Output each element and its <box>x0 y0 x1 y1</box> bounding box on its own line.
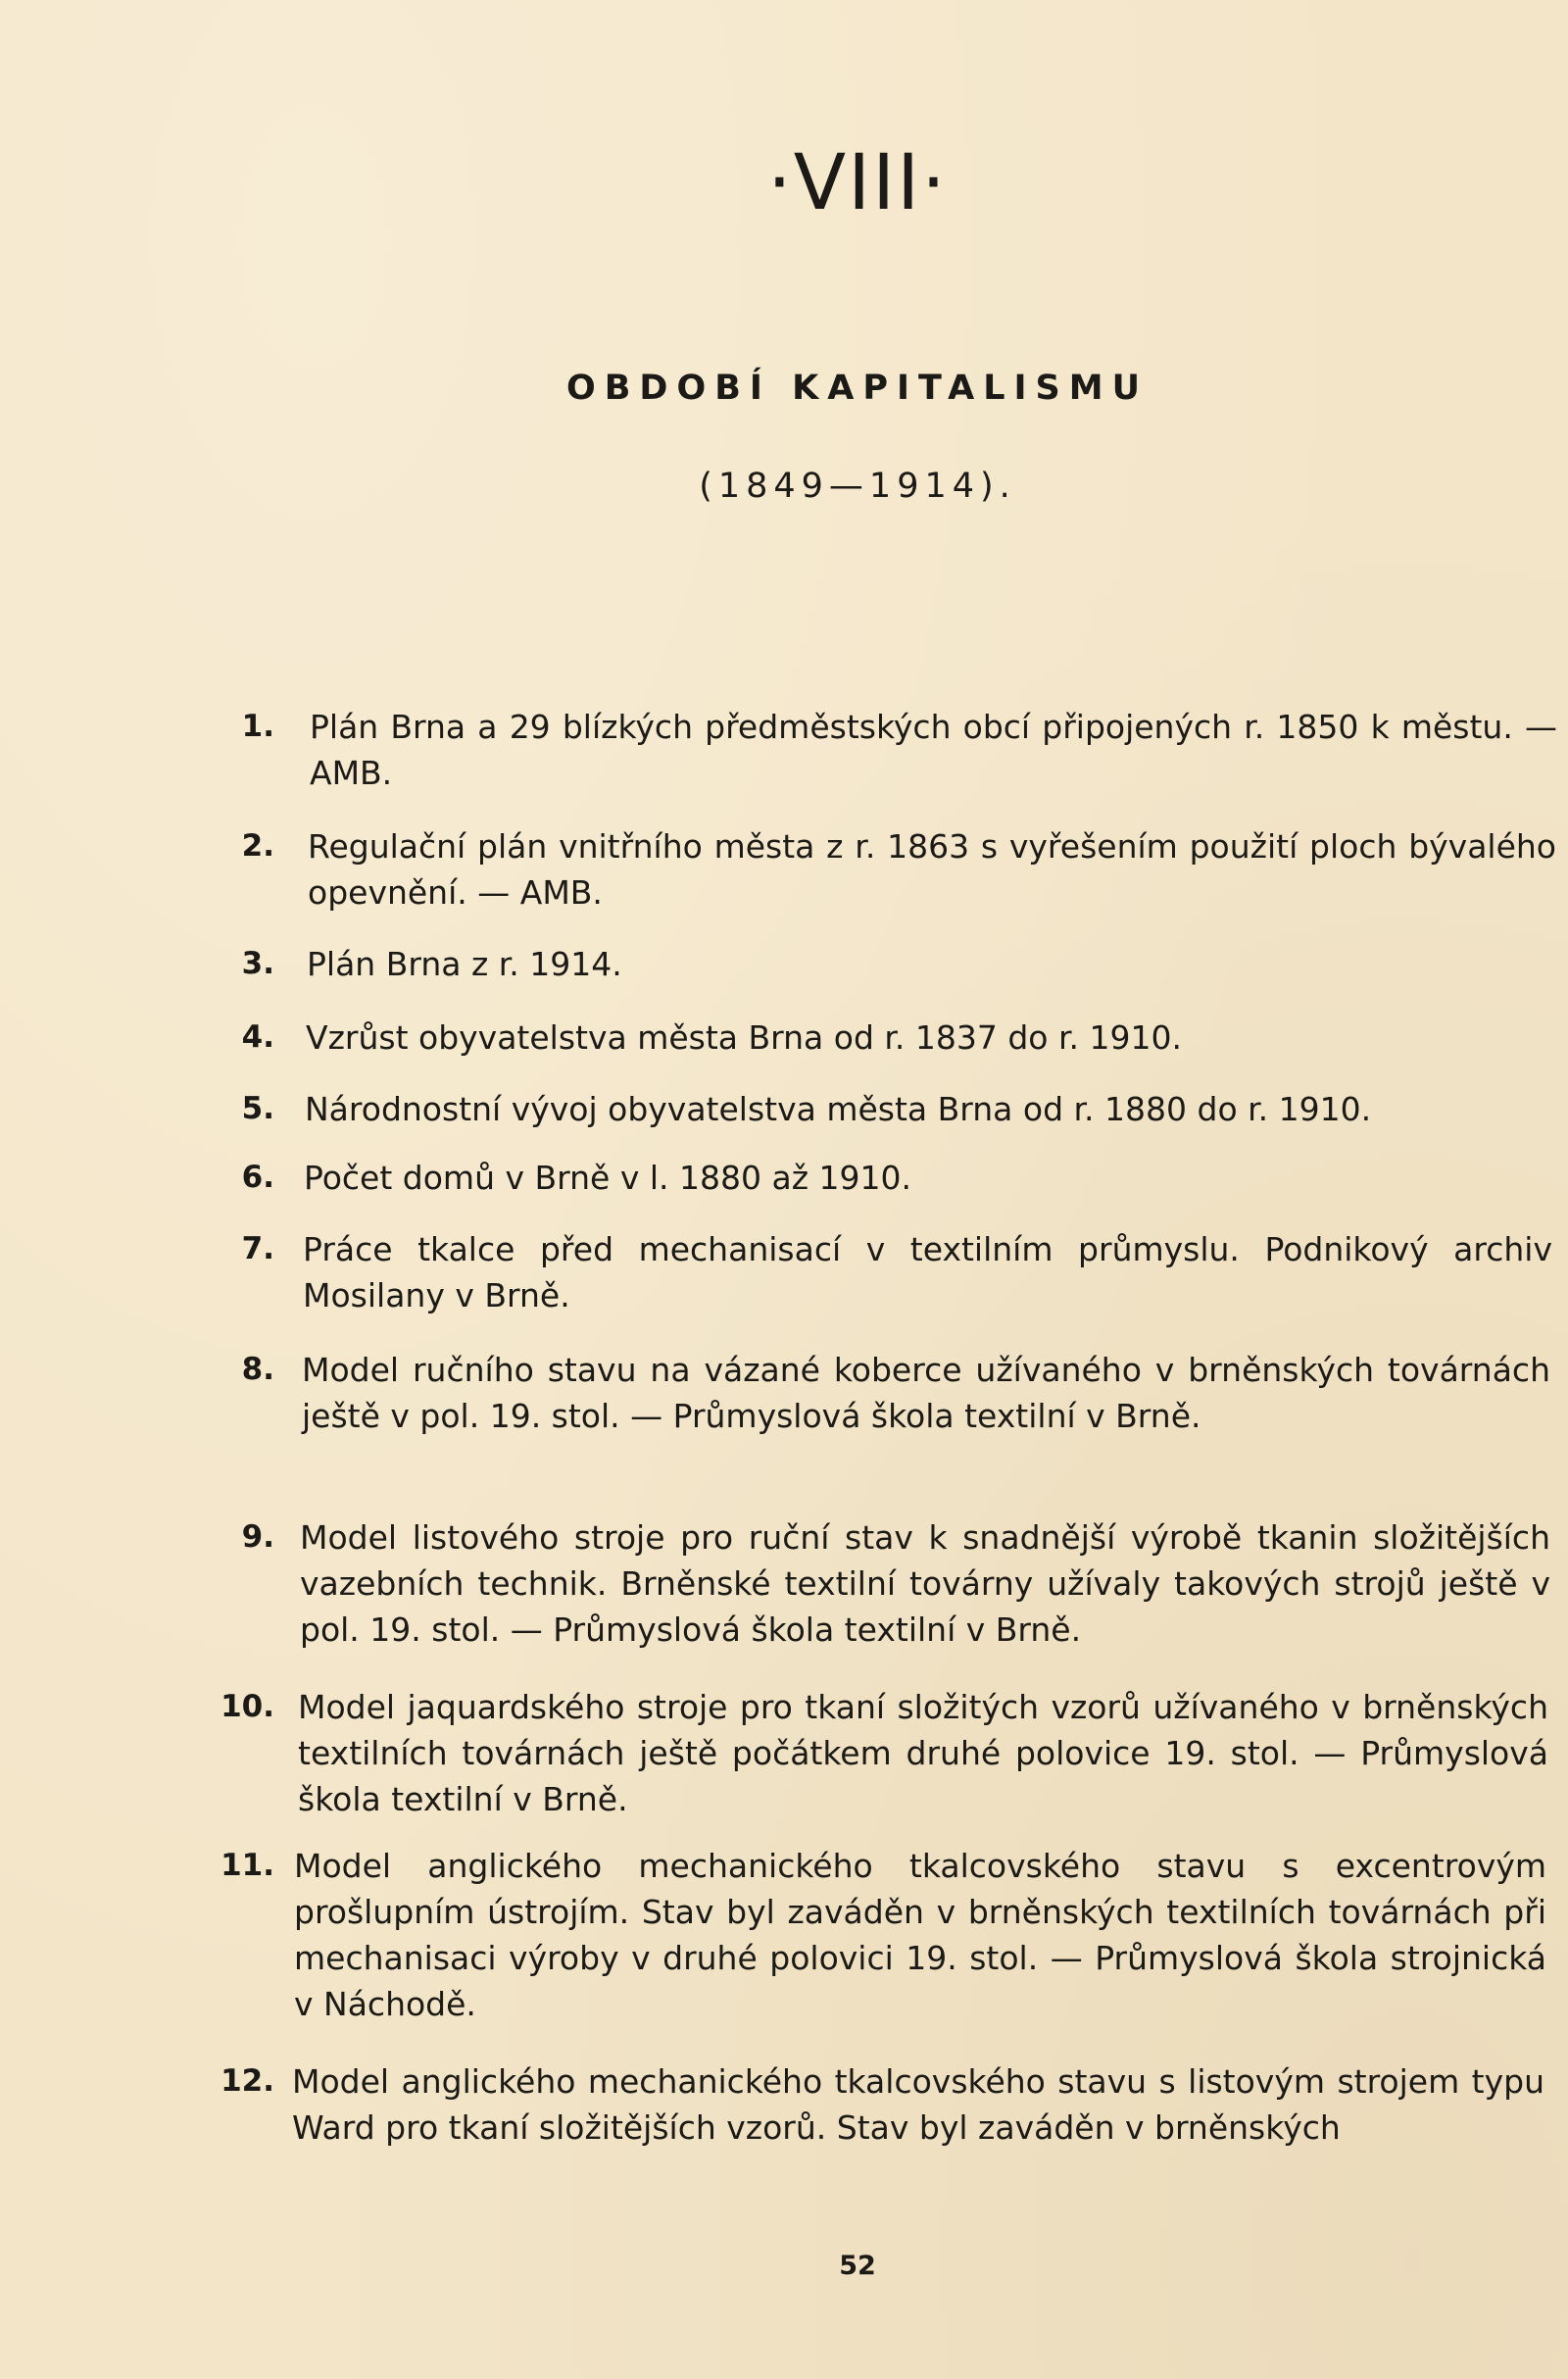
item-number: 5. <box>241 1091 274 1126</box>
item-number: 11. <box>220 1848 274 1883</box>
item-text: Práce tkalce před mechanisací v textilním průmyslu. Podnikový archiv Mosilany v Brně. <box>303 1230 1552 1314</box>
item-text: Model anglického mechanického tkalcovského stavu s listovým strojem typu Ward pro tkaní složitějších vzorů. Stav byl zaváděn v brněnských <box>292 2062 1544 2147</box>
item-number: 6. <box>241 1160 274 1195</box>
chapter-title: OBDOBÍ KAPITALISMU <box>565 369 1150 408</box>
item-text: Počet domů v Brně v l. 1880 až 1910. <box>304 1159 911 1197</box>
item-text: Model anglického mechanického tkalcovského stavu s excentrovým prošlupním ústrojím. Stav byl zaváděn v brněnských textilních továrnách při mechanisaci výroby v druhé polovici 19. stol. — Průmyslová škola strojnická v Náchodě. <box>294 1847 1546 2023</box>
chapter-number: ·VIII· <box>767 139 948 227</box>
item-text: Model jaquardského stroje pro tkaní složitých vzorů užívaného v brněnských textilních továrnách ještě počátkem druhé polovice 19. stol. — Průmyslová škola textilní v Brně. <box>298 1688 1548 1818</box>
item-text: Model listového stroje pro ruční stav k snadnější výrobě tkanin složitějších vazebních technik. Brněnské textilní továrny užívaly takových strojů ještě v pol. 19. stol. — Průmyslová škola textilní v Brně. <box>300 1518 1550 1649</box>
item-text: Model ručního stavu na vázané koberce užívaného v brněnských továrnách ještě v pol. 19. stol. — Průmyslová škola textilní v Brně. <box>302 1351 1550 1435</box>
item-text: Regulační plán vnitřního města z r. 1863 s vyřešením použití ploch bývalého opevnění. — AMB. <box>308 827 1556 912</box>
item-number: 9. <box>241 1519 274 1555</box>
chapter-dates: (1849—1914). <box>699 467 1016 506</box>
item-number: 7. <box>241 1231 274 1266</box>
item-text: Plán Brna a 29 blízkých předměstských obcí připojených r. 1850 k městu. — AMB. <box>310 708 1557 792</box>
item-number: 12. <box>220 2063 274 2099</box>
item-number: 2. <box>241 828 274 864</box>
item-text: Vzrůst obyvatelstva města Brna od r. 1837 do r. 1910. <box>306 1018 1182 1057</box>
page-number: 52 <box>839 2251 876 2281</box>
item-number: 3. <box>241 946 274 981</box>
item-number: 8. <box>241 1352 274 1387</box>
item-number: 10. <box>220 1689 274 1724</box>
item-number: 4. <box>241 1019 274 1055</box>
item-number: 1. <box>241 709 274 744</box>
item-text: Národnostní vývoj obyvatelstva města Brna od r. 1880 do r. 1910. <box>305 1090 1372 1128</box>
item-text: Plán Brna z r. 1914. <box>307 945 622 983</box>
